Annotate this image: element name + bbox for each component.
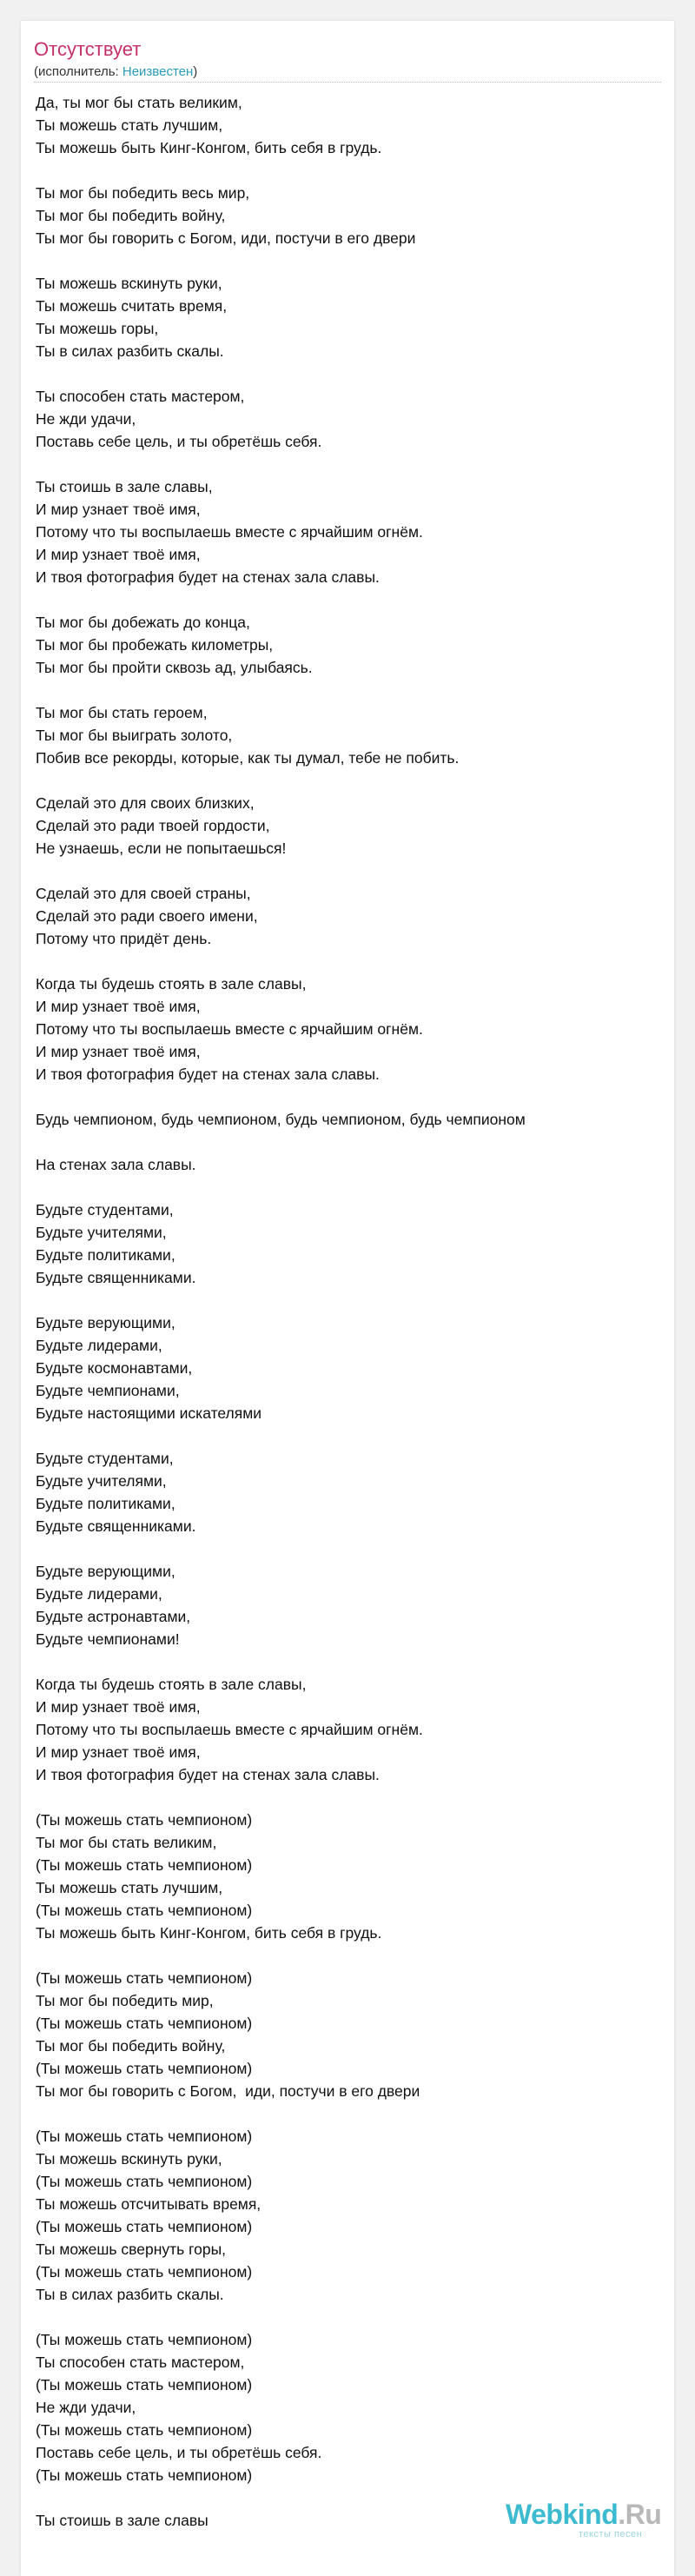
lyrics-line: И твоя фотография будет на стенах зала славы. [36,1066,380,1083]
lyrics-line: (Ты можешь стать чемпионом) [36,1811,253,1829]
logo-tagline: тексты песен [579,2529,643,2539]
lyrics-stanza [36,1809,661,1944]
lyrics-line: (Ты можешь стать чемпионом) [36,2015,253,2032]
lyrics-stanza [36,1673,661,1786]
lyrics-line: Ты можешь быть Кинг-Конгом, бить себя в грудь. [36,139,382,156]
lyrics-line: Сделай это для своих близких, [36,794,255,812]
lyrics-stanza [36,1447,661,1537]
lyrics-line: Ты стоишь в зале славы [36,2512,208,2529]
lyrics-line: (Ты можешь стать чемпионом) [36,2128,253,2145]
lyrics-line: Да, ты мог бы стать великим, [36,94,242,111]
lyrics-line: И мир узнает твоё имя, [36,1698,201,1716]
lyrics-line: Ты мог бы выиграть золото, [36,727,233,744]
webkind-logo[interactable] [506,2500,679,2543]
lyrics-line: (Ты можешь стать чемпионом) [36,2376,253,2393]
lyrics-stanza [36,2328,661,2486]
lyrics-line: Будьте космонавтами, [36,1359,193,1377]
artist-link[interactable]: Неизвестен [122,64,194,79]
lyrics-line: И мир узнает твоё имя, [36,1743,201,1761]
lyrics-line: Не жди удачи, [36,2399,136,2416]
lyrics-line: И мир узнает твоё имя, [36,546,201,563]
lyrics-line: Будь чемпионом, будь чемпионом, будь чемпионом, будь чемпионом [36,1111,526,1128]
lyrics-line: Ты можешь быть Кинг-Конгом, бить себя в грудь. [36,1924,382,1942]
lyrics-line: Ты мог бы говорить с Богом, иди, постучи в его двери [36,229,416,247]
lyrics-line: Сделай это ради своего имени, [36,907,258,925]
lyrics-line: Не узнаешь, если не попытаешься! [36,840,287,857]
lyrics-line: Будьте учителями, [36,1224,167,1241]
lyrics-line: Не жди удачи, [36,410,136,428]
lyrics-line: (Ты можешь стать чемпионом) [36,2060,253,2077]
lyrics-line: Будьте чемпионами, [36,1382,180,1399]
lyrics-line: (Ты можешь стать чемпионом) [36,2466,253,2484]
lyrics-line: (Ты можешь стать чемпионом) [36,2263,253,2281]
lyrics-line: Ты мог бы пробежать километры, [36,636,274,654]
lyrics-line: Будьте астронавтами, [36,1608,191,1625]
lyrics-line: Ты можешь свернуть горы, [36,2241,227,2258]
lyrics-stanza [36,2125,661,2306]
lyrics-line: (Ты можешь стать чемпионом) [36,2173,253,2190]
lyrics-line: И мир узнает твоё имя, [36,1043,201,1060]
lyrics-stanza [36,272,661,362]
lyrics-line: Поставь себе цель, и ты обретёшь себя. [36,433,322,450]
lyrics-stanza [36,973,661,1086]
lyrics-line: Ты мог бы пройти сквозь ад, улыбаясь. [36,659,313,676]
header-divider [34,82,661,83]
lyrics-stanza [36,701,661,769]
lyrics-line: (Ты можешь стать чемпионом) [36,1902,253,1919]
lyrics-line: Потому что ты воспылаешь вместе с ярчайшим огнём. [36,1020,423,1038]
song-title: Отсутствует [34,38,142,60]
lyrics-line: Потому что ты воспылаешь вместе с ярчайшим огнём. [36,523,423,541]
lyrics-line: Будьте лидерами, [36,1585,162,1603]
lyrics-line: На стенах зала славы. [36,1156,196,1173]
lyrics-line: Ты мог бы победить весь мир, [36,184,250,202]
lyrics-line: (Ты можешь стать чемпионом) [36,1856,253,1874]
lyrics-line: Ты можешь считать время, [36,297,228,315]
lyrics-line: Будьте священниками. [36,1269,196,1286]
lyrics-stanza [36,611,661,679]
lyrics-line: Побив все рекорды, которые, как ты думал, тебе не побить. [36,749,460,767]
logo-tld: .Ru [618,2499,662,2530]
lyrics-line: Будьте верующими, [36,1563,175,1580]
lyrics-stanza [36,1560,661,1650]
lyrics-line: И твоя фотография будет на стенах зала славы. [36,568,380,586]
lyrics-line: Ты способен стать мастером, [36,388,245,405]
lyrics-stanza [36,1967,661,2102]
lyrics-line: Ты мог бы победить войну, [36,207,226,224]
lyrics-stanza [36,1153,661,1176]
lyrics-line: Будьте верующими, [36,1314,175,1331]
artist-prefix: (исполнитель: [34,64,122,79]
lyrics-line: Сделай это ради твоей гордости, [36,817,270,834]
lyrics-line: Когда ты будешь стоять в зале славы, [36,975,307,993]
lyrics-line: (Ты можешь стать чемпионом) [36,2421,253,2439]
lyrics-text [36,91,661,2554]
lyrics-line: Будьте чемпионами! [36,1630,180,1648]
lyrics-line: Ты можешь отсчитывать время, [36,2195,261,2213]
lyrics-line: Когда ты будешь стоять в зале славы, [36,1676,307,1693]
lyrics-line: (Ты можешь стать чемпионом) [36,1969,253,1987]
lyrics-line: И мир узнает твоё имя, [36,501,201,518]
logo-wordmark [506,2500,679,2529]
lyrics-stanza [36,385,661,453]
artist-suffix: ) [193,64,198,79]
lyrics-line: Будьте политиками, [36,1495,175,1512]
lyrics-line: (Ты можешь стать чемпионом) [36,2218,253,2235]
logo-brand: Webkind [506,2499,619,2530]
lyrics-line: И мир узнает твоё имя, [36,998,201,1015]
lyrics-line: Потому что ты воспылаешь вместе с ярчайшим огнём. [36,1721,423,1738]
lyrics-line: Будьте настоящими искателями [36,1404,262,1422]
lyrics-line: Будьте студентами, [36,1450,174,1467]
lyrics-line: Будьте политиками, [36,1246,175,1264]
lyrics-line: Ты мог бы победить войну, [36,2037,226,2055]
lyrics-line: Ты в силах разбить скалы. [36,342,224,360]
lyrics-stanza [36,792,661,860]
lyrics-stanza [36,182,661,249]
lyrics-line: Ты мог бы победить мир, [36,1992,214,2009]
lyrics-line: Потому что придёт день. [36,930,212,947]
lyrics-line: Сделай это для своей страны, [36,885,251,902]
lyrics-stanza [36,91,661,159]
lyrics-stanza [36,882,661,950]
song-header [34,38,661,80]
lyrics-line: Ты мог бы говорить с Богом, иди, постучи в его двери [36,2082,420,2100]
lyrics-line: Будьте учителями, [36,1472,167,1490]
lyrics-line: Ты в силах разбить скалы. [36,2286,224,2303]
lyrics-line: Ты стоишь в зале славы, [36,478,213,495]
lyrics-line: Ты можешь вскинуть руки, [36,275,222,292]
lyrics-stanza [36,1108,661,1131]
lyrics-line: Ты можешь горы, [36,320,159,337]
lyrics-stanza [36,1198,661,1289]
lyrics-card [21,21,674,2576]
lyrics-line: Ты мог бы стать героем, [36,704,208,721]
lyrics-line: Ты мог бы добежать до конца, [36,614,250,631]
artist-line [34,64,661,80]
lyrics-line: Ты можешь стать лучшим, [36,116,223,134]
lyrics-line: Ты можешь вскинуть руки, [36,2150,222,2168]
lyrics-line: Будьте студентами, [36,1201,174,1218]
lyrics-line: И твоя фотография будет на стенах зала славы. [36,1766,380,1783]
lyrics-line: Будьте священниками. [36,1517,196,1535]
lyrics-stanza [36,475,661,588]
lyrics-line: Ты мог бы стать великим, [36,1834,217,1851]
lyrics-line: Поставь себе цель, и ты обретёшь себя. [36,2444,322,2461]
lyrics-line: Будьте лидерами, [36,1337,162,1354]
lyrics-line: Ты можешь стать лучшим, [36,1879,223,1896]
lyrics-line: (Ты можешь стать чемпионом) [36,2331,253,2348]
lyrics-stanza [36,1311,661,1424]
lyrics-line: Ты способен стать мастером, [36,2354,245,2371]
